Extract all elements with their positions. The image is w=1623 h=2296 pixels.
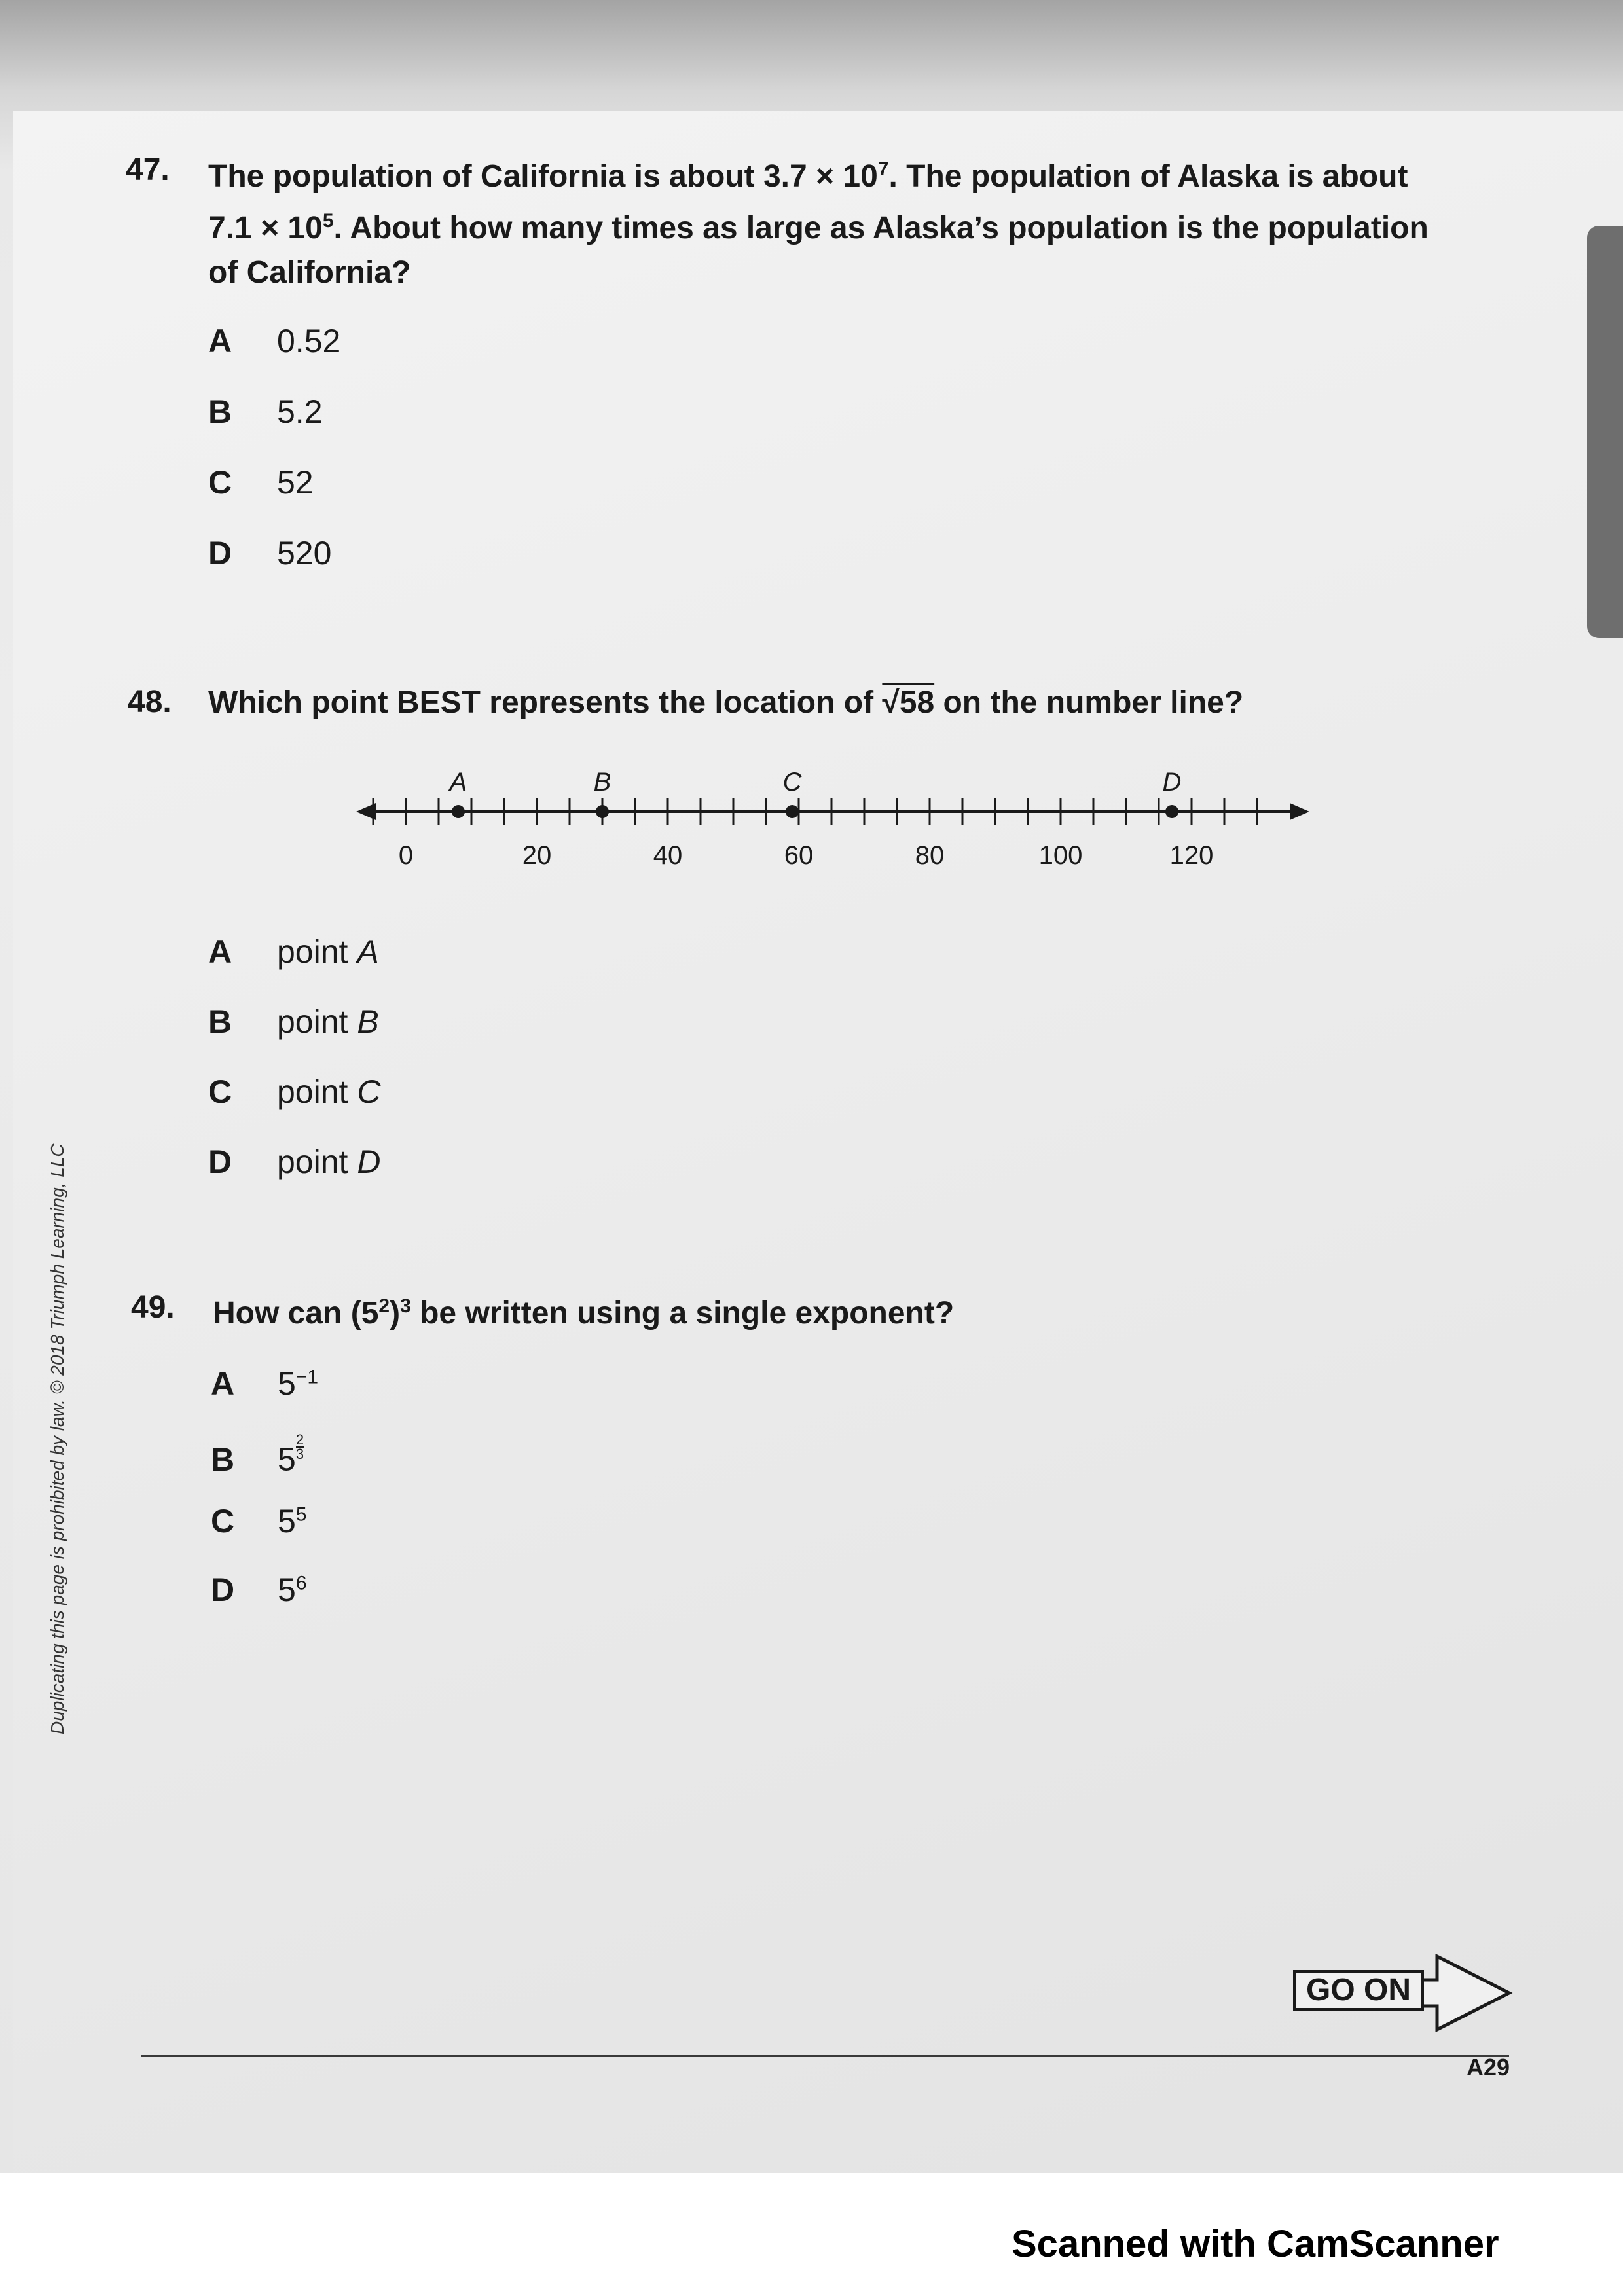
tick-label: 40 (653, 841, 683, 870)
point-label-b: B (593, 768, 611, 797)
tick-label: 100 (1038, 841, 1083, 870)
q49-option-a[interactable]: A $5^{-1}$ (211, 1365, 319, 1402)
page-tab (1587, 226, 1623, 638)
point-label-d: D (1162, 768, 1182, 797)
q49-option-d[interactable]: D $5^6$ (211, 1571, 307, 1608)
q48-text: Which point BEST represents the location of √58 on the number line? (208, 685, 1244, 720)
q48-number: 48. (128, 685, 172, 719)
point-b (596, 805, 609, 818)
tick-label: 20 (522, 841, 552, 870)
q49-number: 49. (131, 1290, 175, 1325)
side-copyright: Duplicating this page is prohibited by law. © 2018 Triumph Learning, LLC (47, 1143, 67, 1734)
tick-label: 120 (1169, 841, 1214, 870)
q47-line1: The population of California is about $3.7 \times 10^7$. The population of Alaska is about (208, 158, 1408, 194)
q47-option-d[interactable]: D 520 (208, 535, 332, 571)
footer-rule (141, 2055, 1509, 2057)
q48-option-b[interactable]: B point B (208, 1003, 379, 1040)
q47-option-c[interactable]: C 52 (208, 464, 314, 501)
fraction-exponent: $\frac{2}{3}$ (295, 1431, 304, 1462)
q47-line2: $7.1 \times 10^5$. About how many times as large as Alaska’s population is the population (208, 210, 1429, 245)
right-arrow-icon (1290, 803, 1309, 820)
camscanner-footer: Scanned with CamScanner (1012, 2223, 1499, 2265)
number-line (354, 756, 1322, 887)
q49-text: How can $(5^2)^3$ be written using a single exponent? (213, 1295, 955, 1331)
point-d (1165, 805, 1178, 818)
q49-option-b[interactable]: B 5 $\frac{2}{3}$ (211, 1431, 304, 1478)
sqrt-58: √58 (882, 685, 935, 720)
point-label-a: A (449, 768, 467, 797)
page-number: A29 (1467, 2054, 1510, 2081)
point-a (452, 805, 465, 818)
q47-text (208, 147, 1550, 295)
q48-option-c[interactable]: C point C (208, 1073, 381, 1110)
q47-option-a[interactable]: A 0.52 (208, 323, 341, 359)
q48-option-d[interactable]: D point D (208, 1143, 381, 1180)
tick-label: 0 (398, 841, 414, 870)
point-label-c: C (782, 768, 802, 797)
q47-number: 47. (126, 152, 170, 187)
q49-option-c[interactable]: C $5^5$ (211, 1503, 307, 1539)
tick-label: 60 (784, 841, 814, 870)
go-on-label: GO ON (1293, 1970, 1424, 2011)
tick-label: 80 (915, 841, 945, 870)
q47-option-b[interactable]: B 5.2 (208, 393, 323, 430)
point-c (786, 805, 799, 818)
q47-line3: of California? (208, 255, 411, 290)
q48-option-a[interactable]: A point A (208, 933, 379, 970)
